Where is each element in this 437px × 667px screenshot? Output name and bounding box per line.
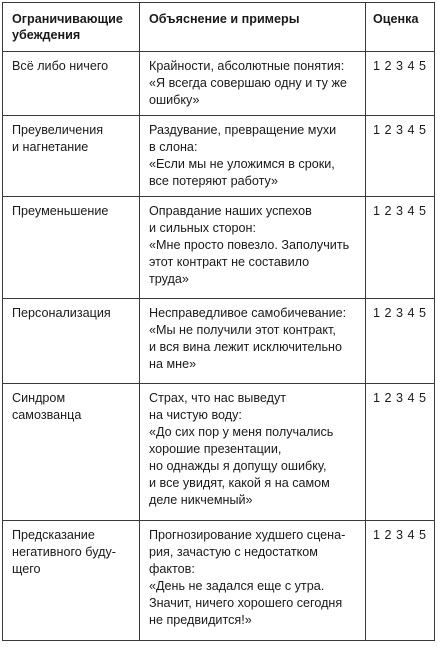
explanation-line: этот контракт не составило	[149, 255, 310, 269]
explanation-line: Оправдание наших успехов	[149, 204, 312, 218]
explanation-cell	[140, 384, 366, 521]
explanation-line: деле никчемный»	[149, 493, 253, 507]
explanation-line: ошибку»	[149, 93, 200, 107]
explanation-line: Крайности, абсолютные понятия:	[149, 59, 345, 73]
explanation-line: на чистую воду:	[149, 408, 242, 422]
explanation-line: «Мне просто повезло. Заполучить	[149, 238, 350, 252]
rating-cell: 1 2 3 4 5	[366, 521, 435, 641]
header-rating: Оценка	[366, 3, 435, 52]
explanation-line: «Я всегда совершаю одну и ту же	[149, 76, 347, 90]
table-row	[3, 116, 435, 197]
table-row	[3, 197, 435, 299]
belief-cell	[3, 384, 140, 521]
belief-line: Персонализация	[12, 306, 111, 320]
table-row	[3, 521, 435, 641]
belief-line: Преувеличения	[12, 123, 104, 137]
explanation-cell	[140, 52, 366, 116]
explanation-line: Прогнозирование худшего сцена-	[149, 528, 346, 542]
explanation-line: и вся вина лежит исключительно	[149, 340, 342, 354]
explanation-line: но однажды я допущу ошибку,	[149, 459, 327, 473]
belief-line: щего	[12, 562, 41, 576]
belief-line: Предсказание	[12, 528, 95, 542]
explanation-line: все потеряют работу»	[149, 174, 278, 188]
belief-line: Всё либо ничего	[12, 59, 109, 73]
rating-cell: 1 2 3 4 5	[366, 299, 435, 384]
explanation-line: фактов:	[149, 562, 195, 576]
explanation-line: Страх, что нас выведут	[149, 391, 287, 405]
table-row	[3, 52, 435, 116]
belief-line: Преуменьшение	[12, 204, 109, 218]
explanation-line: на мне»	[149, 357, 197, 371]
belief-cell	[3, 521, 140, 641]
explanation-line: и все увидят, какой я на самом	[149, 476, 330, 490]
table-row	[3, 384, 435, 521]
explanation-cell	[140, 197, 366, 299]
explanation-line: рия, зачастую с недостатком	[149, 545, 318, 559]
explanation-cell	[140, 116, 366, 197]
header-beliefs	[3, 3, 140, 52]
explanation-line: Значит, ничего хорошего сегодня	[149, 596, 343, 610]
belief-line: самозванца	[12, 408, 82, 422]
explanation-line: и сильных сторон:	[149, 221, 256, 235]
header-beliefs-line: убеждения	[12, 28, 81, 42]
belief-line: негативного буду-	[12, 545, 116, 559]
table-row	[3, 299, 435, 384]
table-header-row	[3, 3, 435, 52]
header-explanation: Объяснение и примеры	[140, 3, 366, 52]
belief-line: и нагнетание	[12, 140, 89, 154]
explanation-line: Несправедливое самобичевание:	[149, 306, 347, 320]
explanation-line: «Мы не получили этот контракт,	[149, 323, 336, 337]
limiting-beliefs-table	[2, 2, 435, 641]
belief-cell	[3, 116, 140, 197]
explanation-line: хорошие презентации,	[149, 442, 282, 456]
rating-cell: 1 2 3 4 5	[366, 116, 435, 197]
belief-cell	[3, 197, 140, 299]
explanation-line: Раздувание, превращение мухи	[149, 123, 337, 137]
rating-cell: 1 2 3 4 5	[366, 384, 435, 521]
explanation-line: «До сих пор у меня получались	[149, 425, 334, 439]
rating-cell: 1 2 3 4 5	[366, 197, 435, 299]
explanation-line: не предвидится!»	[149, 613, 252, 627]
explanation-line: труда»	[149, 272, 189, 286]
belief-cell	[3, 299, 140, 384]
belief-line: Синдром	[12, 391, 66, 405]
explanation-line: в слона:	[149, 140, 198, 154]
belief-cell	[3, 52, 140, 116]
explanation-cell	[140, 521, 366, 641]
rating-cell: 1 2 3 4 5	[366, 52, 435, 116]
explanation-line: «День не задался еще с утра.	[149, 579, 325, 593]
header-beliefs-line: Ограничивающие	[12, 12, 123, 26]
explanation-cell	[140, 299, 366, 384]
explanation-line: «Если мы не уложимся в сроки,	[149, 157, 335, 171]
